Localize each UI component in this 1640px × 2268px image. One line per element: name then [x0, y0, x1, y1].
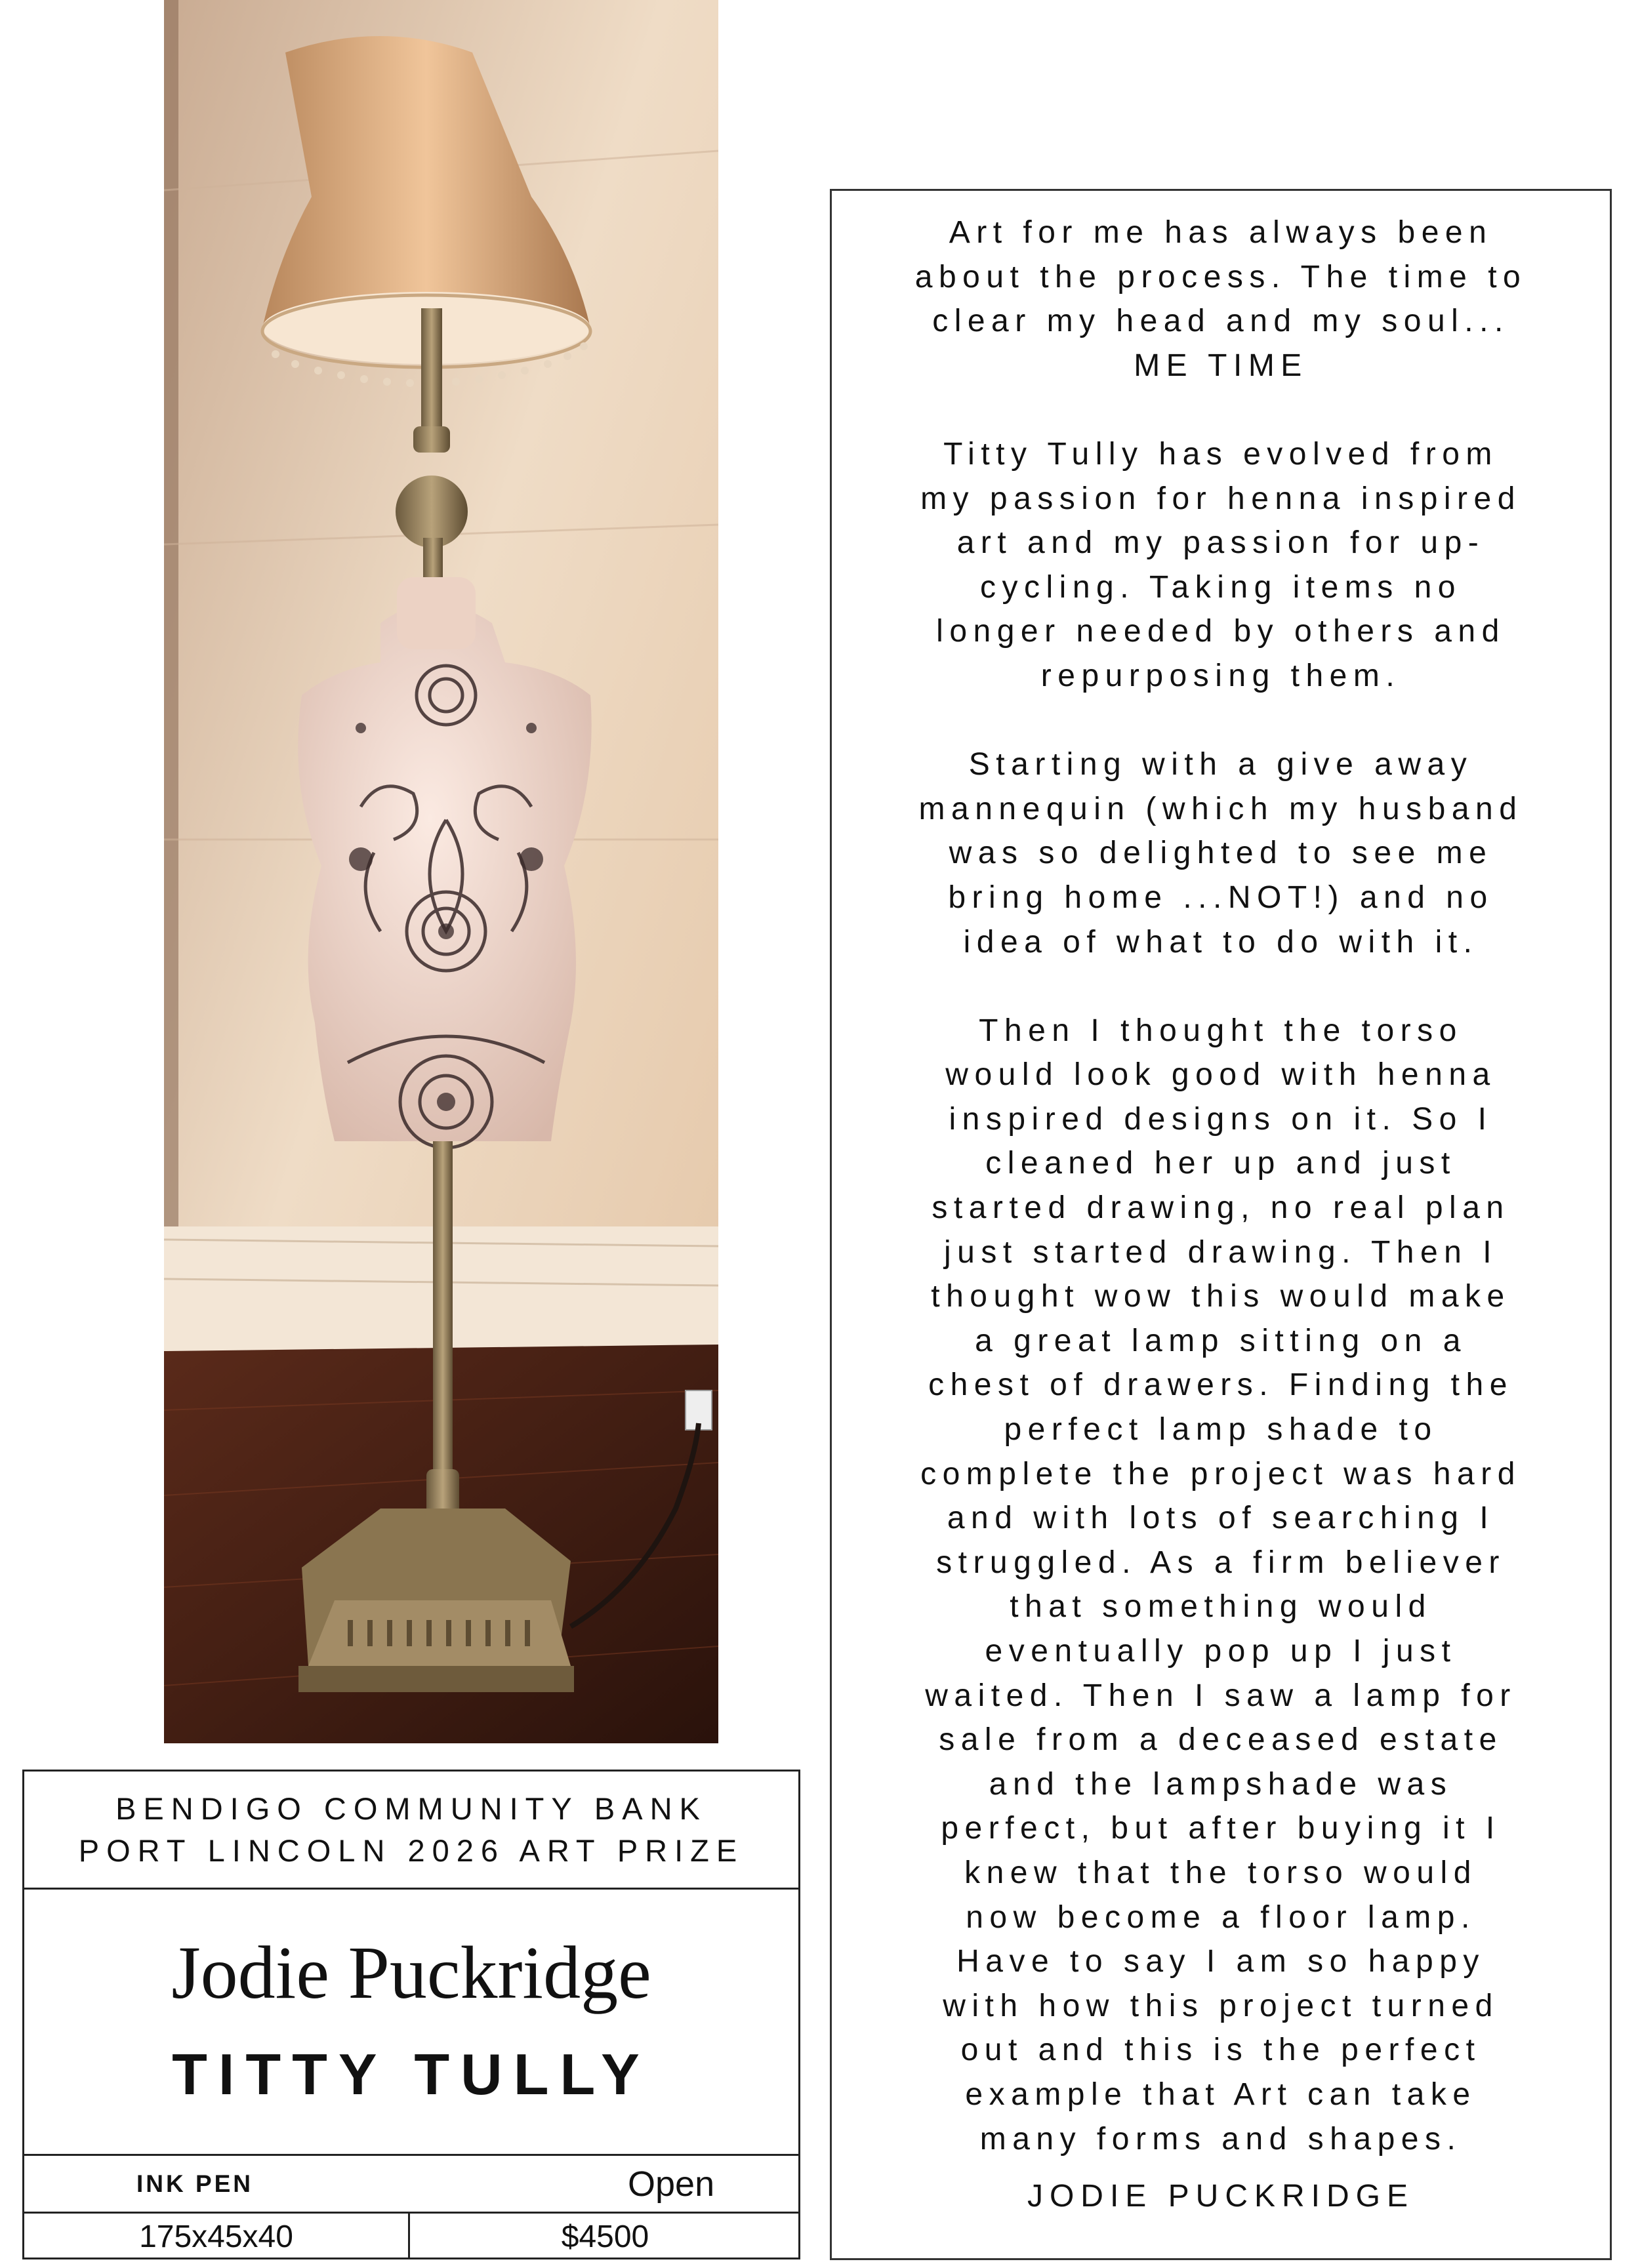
- statement-line: perfect lamp shade to: [1004, 1412, 1438, 1448]
- statement-line: inspired designs on it. So I: [949, 1101, 1493, 1137]
- statement-paragraph: [832, 742, 1610, 964]
- statement-line: Starting with a give away: [968, 747, 1473, 782]
- statement-line: bring home ...NOT!) and no: [948, 880, 1494, 915]
- statement-line: Art for me has always been: [949, 215, 1493, 250]
- statement-line: just started drawing. Then I: [943, 1234, 1498, 1270]
- statement-line: my passion for henna inspired: [920, 481, 1521, 516]
- statement-paragraph: [832, 1009, 1610, 2161]
- artist-name: Jodie Puckridge: [171, 1931, 651, 2014]
- artwork-photo: [164, 0, 718, 1743]
- organizer-line-2: PORT LINCOLN 2026 ART PRIZE: [78, 1833, 745, 1868]
- paragraph-gap: [832, 699, 1610, 743]
- statement-signature: JODIE PUCKRIDGE: [1027, 2179, 1415, 2214]
- artwork-label-card: [22, 1770, 800, 2259]
- statement-line: Then I thought the torso: [979, 1013, 1463, 1048]
- statement-line: Have to say I am so happy: [956, 1944, 1485, 1979]
- statement-line: complete the project was hard: [920, 1456, 1521, 1491]
- statement-line: repurposing them.: [1040, 658, 1401, 693]
- medium: INK PEN: [136, 2170, 254, 2197]
- statement-line: clear my head and my soul...: [932, 304, 1509, 339]
- statement-line: ME TIME: [1134, 348, 1308, 383]
- statement-line: would look good with henna: [945, 1057, 1496, 1093]
- statement-line: chest of drawers. Finding the: [928, 1367, 1513, 1403]
- statement-line: and with lots of searching I: [947, 1501, 1495, 1536]
- statement-line: started drawing, no real plan: [932, 1190, 1510, 1226]
- statement-paragraph: [832, 211, 1610, 388]
- statement-line: that something would: [1010, 1589, 1432, 1625]
- statement-line: waited. Then I saw a lamp for: [925, 1678, 1517, 1713]
- statement-line: example that Art can take: [965, 2076, 1477, 2112]
- statement-line: was so delighted to see me: [949, 836, 1493, 871]
- artwork-photo-illustration: [164, 0, 718, 1743]
- artwork-title: TITTY TULLY: [172, 2042, 651, 2107]
- statement-line: many forms and shapes.: [979, 2121, 1462, 2157]
- statement-line: with how this project turned: [943, 1988, 1499, 2023]
- statement-line: now become a floor lamp.: [966, 1899, 1476, 1935]
- statement-line: mannequin (which my husband: [918, 791, 1523, 826]
- statement-body: [832, 211, 1610, 2161]
- statement-line: out and this is the perfect: [960, 2033, 1481, 2068]
- statement-line: a great lamp sitting on a: [975, 1323, 1467, 1358]
- statement-line: thought wow this would make: [931, 1279, 1511, 1314]
- paragraph-gap: [832, 388, 1610, 432]
- statement-line: struggled. As a firm believer: [936, 1545, 1506, 1580]
- dimensions: 175x45x40: [24, 2214, 410, 2259]
- statement-line: knew that the torso would: [964, 1855, 1477, 1890]
- statement-line: cleaned her up and just: [985, 1146, 1456, 1181]
- statement-line: sale from a deceased estate: [939, 1722, 1503, 1758]
- statement-line: Titty Tully has evolved from: [943, 436, 1498, 472]
- category: Open: [628, 2164, 715, 2204]
- statement-line: perfect, but after buying it I: [941, 1811, 1501, 1846]
- statement-line: about the process. The time to: [914, 259, 1527, 294]
- statement-line: eventually pop up I just: [985, 1634, 1457, 1669]
- statement-line: and the lampshade was: [989, 1766, 1453, 1802]
- statement-line: idea of what to do with it.: [963, 924, 1479, 960]
- paragraph-gap: [832, 964, 1610, 1009]
- statement-line: cycling. Taking items no: [979, 569, 1462, 605]
- label-main: [24, 1890, 798, 2156]
- statement-line: art and my passion for up-: [956, 525, 1485, 561]
- artist-statement: [830, 189, 1612, 2260]
- statement-line: longer needed by others and: [936, 614, 1506, 649]
- statement-paragraph: [832, 432, 1610, 699]
- organizer-line-1: BENDIGO COMMUNITY BANK: [115, 1791, 707, 1826]
- label-header: [24, 1772, 798, 1890]
- price: $4500: [561, 2219, 649, 2254]
- label-size-price-row: [24, 2214, 798, 2259]
- label-medium-row: [24, 2156, 798, 2214]
